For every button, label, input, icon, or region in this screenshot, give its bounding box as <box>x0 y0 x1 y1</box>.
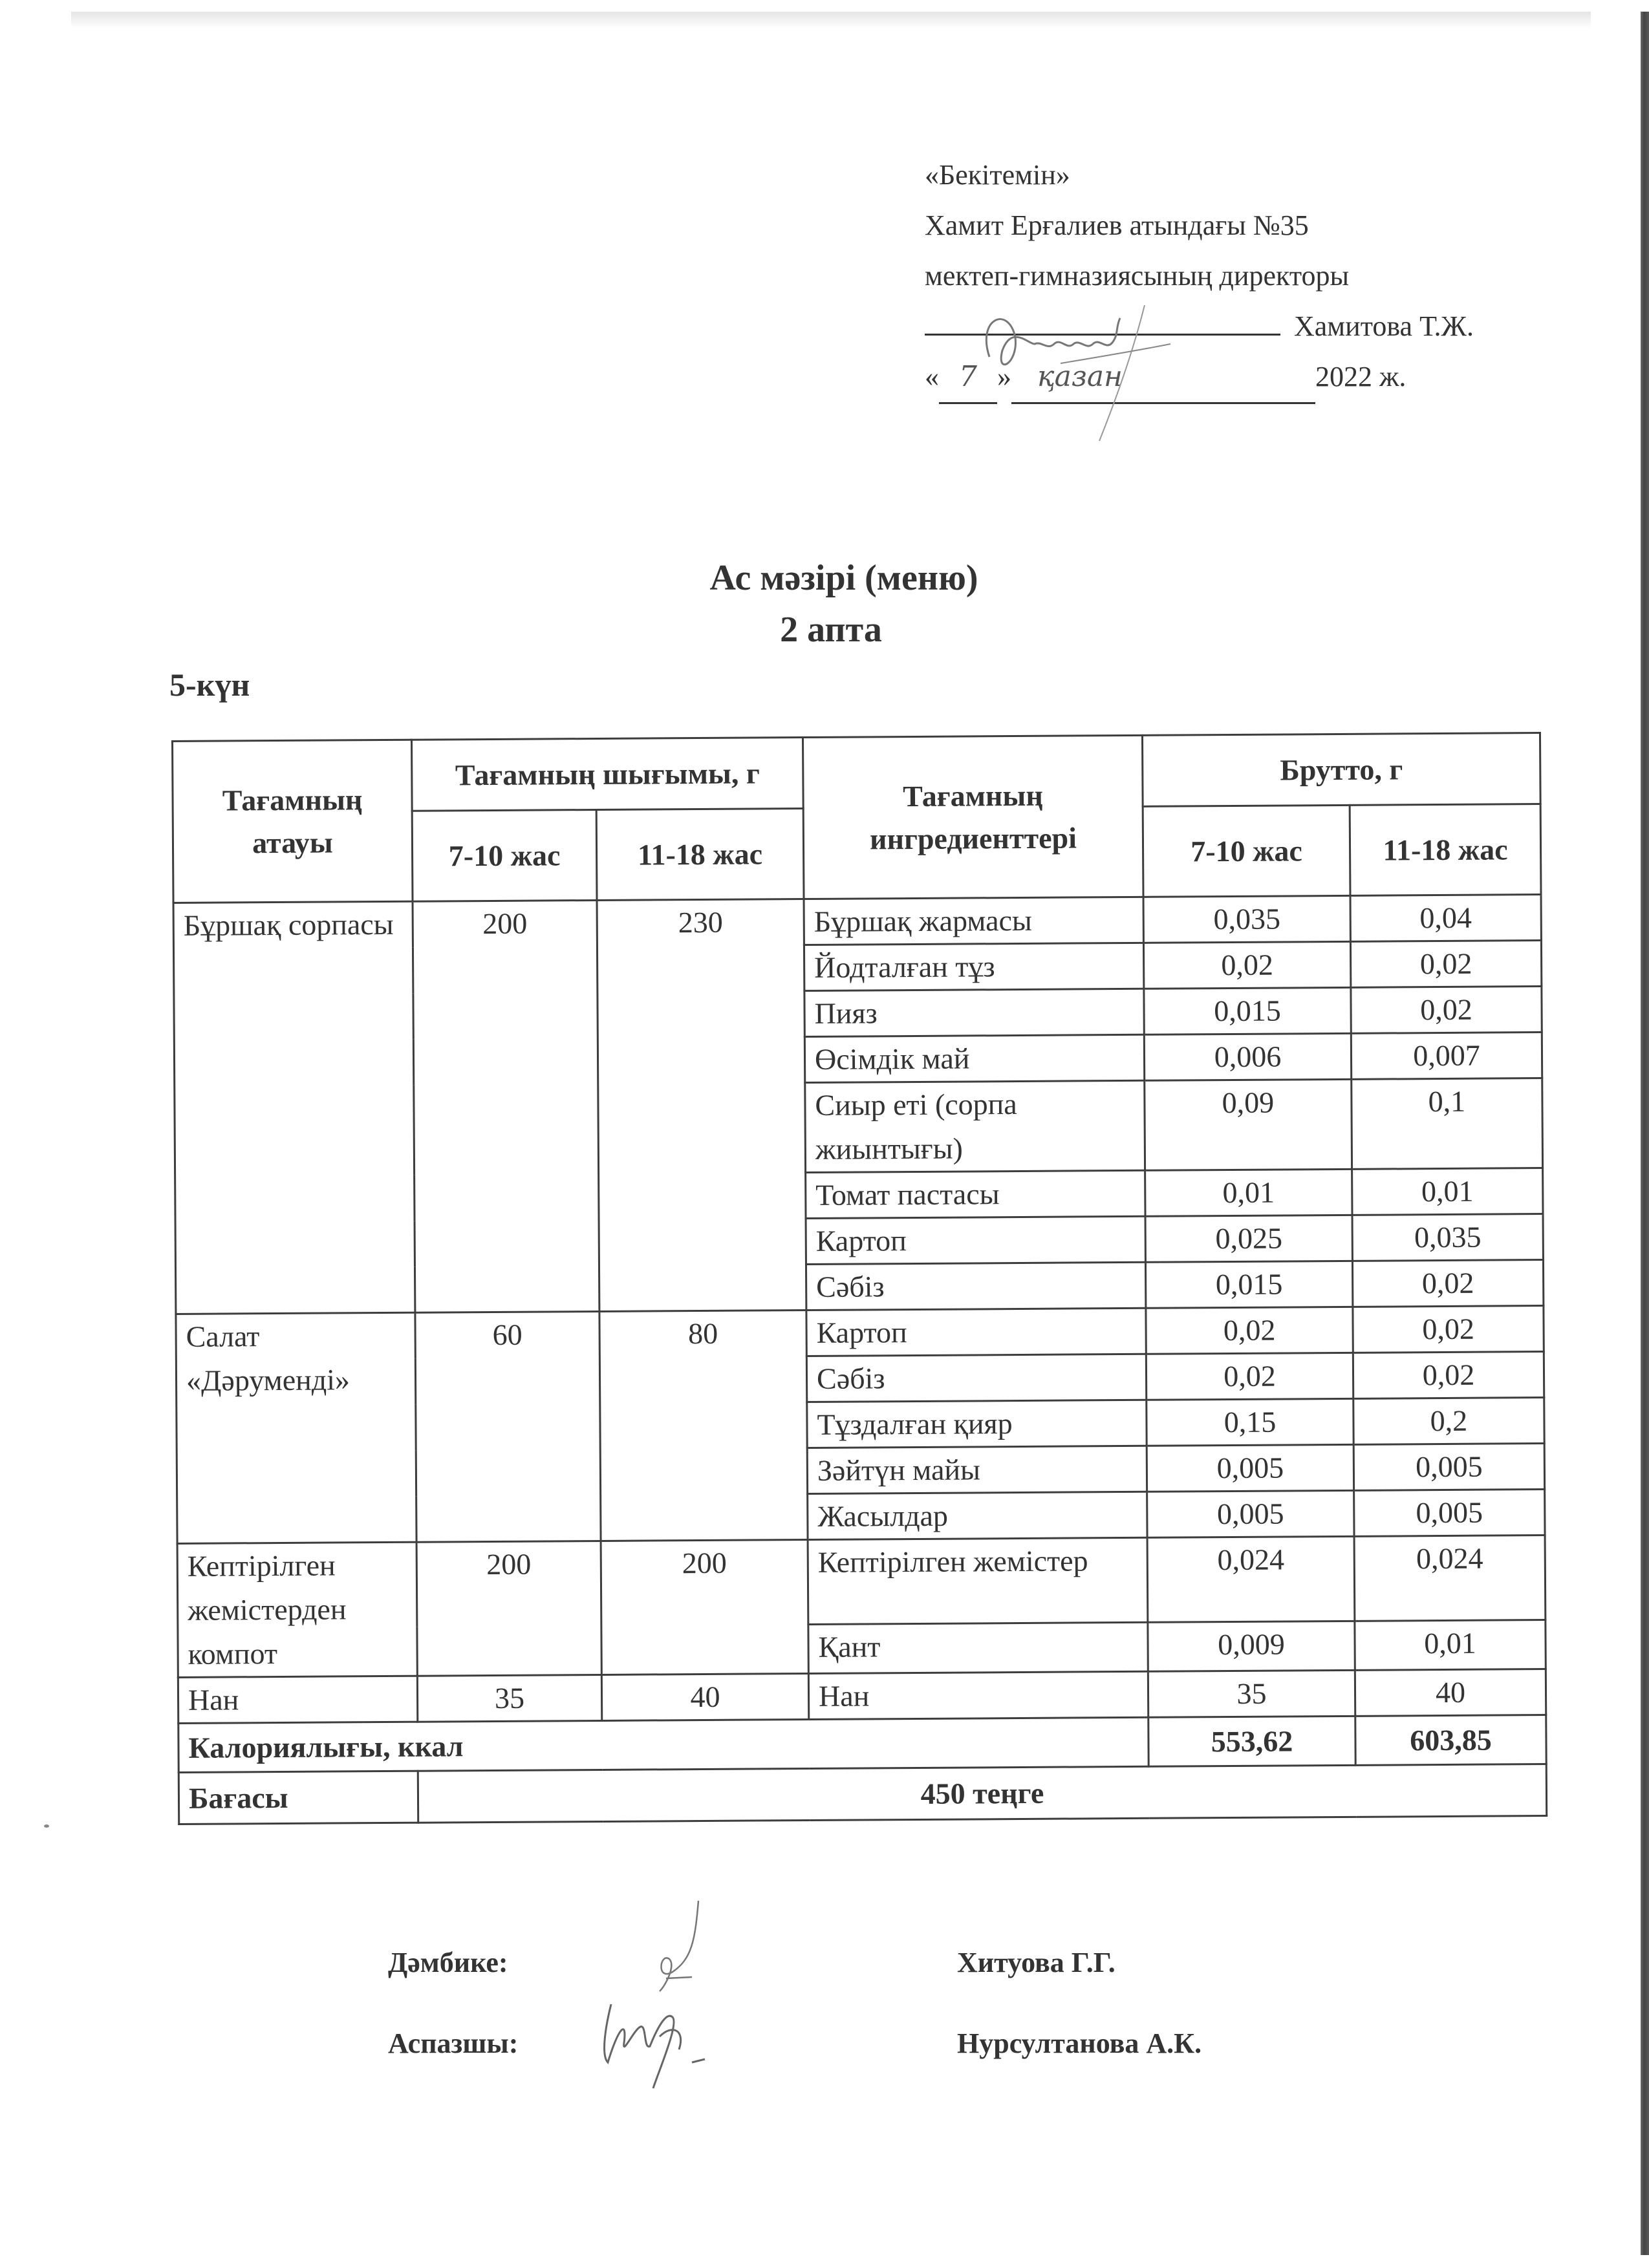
brutto-7-10: 0,02 <box>1143 941 1350 989</box>
dish-yield-11-18: 230 <box>597 899 806 1312</box>
ingredient-name: Зәйтүн майы <box>807 1446 1147 1493</box>
brutto-11-18: 0,007 <box>1351 1032 1542 1080</box>
brutto-11-18: 0,02 <box>1353 1352 1544 1399</box>
date-day: 7 <box>939 352 997 404</box>
ingredient-name: Тұздалған қияр <box>807 1400 1147 1448</box>
signature-underline <box>925 308 1280 336</box>
col-header-yield-7-10: 7-10 жас <box>412 809 597 901</box>
scan-right-edge <box>1641 12 1649 2255</box>
approval-heading: «Бекітемін» <box>925 159 1070 191</box>
calories-7-10: 553,62 <box>1148 1716 1355 1766</box>
col-header-brutto: Брутто, г <box>1142 733 1540 807</box>
ingredient-name: Нан <box>808 1671 1148 1719</box>
col-header-brutto-11-18: 11-18 жас <box>1350 804 1541 896</box>
brutto-11-18: 0,01 <box>1352 1168 1543 1215</box>
brutto-7-10: 0,024 <box>1147 1536 1355 1622</box>
brutto-11-18: 0,02 <box>1350 941 1541 988</box>
cook-role: Аспазшы: <box>388 2027 519 2059</box>
col-header-yield-11-18: 11-18 жас <box>596 809 804 901</box>
dish-yield-11-18: 80 <box>599 1311 808 1541</box>
date-quote-close: » <box>997 361 1011 392</box>
dish-name: Кептірілген жемістерден компот <box>177 1542 417 1677</box>
dish-yield-7-10: 200 <box>413 900 599 1312</box>
dish-name: Нан <box>178 1676 417 1723</box>
ingredient-name: Сәбіз <box>806 1354 1146 1402</box>
price-label: Бағасы <box>178 1771 418 1824</box>
ingredient-name: Қант <box>808 1622 1148 1673</box>
brutto-11-18: 0,005 <box>1354 1490 1545 1537</box>
dish-yield-7-10: 60 <box>415 1311 601 1542</box>
ingredient-name: Кептірілген жемістер <box>808 1537 1148 1624</box>
brutto-7-10: 0,005 <box>1147 1444 1353 1492</box>
dish-name: Бұршақ сорпасы <box>173 901 415 1314</box>
calories-row <box>178 1715 1546 1773</box>
col-header-yield: Тағамның шығымы, г <box>412 738 804 811</box>
approval-block <box>925 150 1474 404</box>
ingredient-name: Картоп <box>806 1308 1146 1356</box>
col-header-dish-name: Тағамның атауы <box>173 740 413 903</box>
brutto-7-10: 0,15 <box>1147 1398 1353 1446</box>
scan-speck <box>44 1824 49 1828</box>
approval-director-line: мектеп-гимназиясының директоры <box>925 260 1350 292</box>
date-year: 2022 ж. <box>1315 361 1406 392</box>
ingredient-name: Жасылдар <box>808 1492 1147 1539</box>
brutto-7-10: 35 <box>1148 1670 1355 1717</box>
day-label: 5-күн <box>169 667 250 703</box>
page-subtitle: 2 апта <box>780 610 882 650</box>
col-header-brutto-7-10: 7-10 жас <box>1143 805 1350 897</box>
brutto-7-10: 0,02 <box>1146 1353 1353 1400</box>
brutto-11-18: 0,024 <box>1354 1535 1546 1621</box>
brutto-11-18: 0,005 <box>1353 1444 1544 1491</box>
ingredient-name: Сиыр еті (сорпа жиынтығы) <box>805 1080 1145 1172</box>
dish-yield-7-10: 200 <box>416 1541 601 1676</box>
brutto-7-10: 0,006 <box>1144 1033 1351 1080</box>
brutto-7-10: 0,015 <box>1144 987 1351 1034</box>
date-quote-open: « <box>925 361 939 392</box>
table-row <box>178 1669 1546 1724</box>
director-name: Хамитова Т.Ж. <box>1294 310 1474 342</box>
cook-name: Нурсултанова А.К. <box>957 2027 1202 2059</box>
staff-signatures-icon <box>595 1901 789 2095</box>
brutto-11-18: 0,035 <box>1352 1214 1543 1261</box>
ingredient-name: Бұршақ жармасы <box>804 897 1143 945</box>
dish-yield-11-18: 200 <box>601 1540 808 1675</box>
brutto-7-10: 0,01 <box>1145 1169 1352 1216</box>
page-title: Ас мәзірі (меню) <box>709 558 978 598</box>
col-header-ingredients: Тағамның ингредиенттері <box>803 735 1143 899</box>
date-month: қазан <box>1011 352 1315 404</box>
brutto-7-10: 0,025 <box>1145 1215 1352 1262</box>
scan-top-shadow <box>71 12 1591 28</box>
brutto-11-18: 0,02 <box>1353 1306 1544 1353</box>
brutto-7-10: 0,035 <box>1143 895 1350 943</box>
dietitian-name: Хитуова Г.Г. <box>957 1947 1116 1978</box>
brutto-11-18: 0,01 <box>1355 1620 1546 1671</box>
brutto-7-10: 0,015 <box>1145 1261 1352 1308</box>
table-row <box>173 895 1541 949</box>
brutto-7-10: 0,005 <box>1147 1490 1354 1537</box>
ingredient-name: Өсімдік май <box>804 1034 1144 1082</box>
price-row <box>178 1764 1546 1824</box>
approval-signature-line <box>925 301 1474 352</box>
dish-yield-11-18: 40 <box>601 1674 808 1721</box>
brutto-11-18: 0,1 <box>1352 1078 1543 1170</box>
brutto-11-18: 0,2 <box>1353 1398 1544 1445</box>
brutto-11-18: 0,02 <box>1352 1260 1543 1307</box>
calories-11-18: 603,85 <box>1355 1715 1546 1766</box>
ingredient-name: Йодталған тұз <box>804 943 1143 990</box>
ingredient-name: Томат пастасы <box>806 1170 1145 1218</box>
table-row <box>177 1535 1546 1629</box>
brutto-11-18: 40 <box>1355 1669 1546 1717</box>
price-value: 450 теңге <box>418 1764 1546 1823</box>
menu-table <box>171 732 1547 1825</box>
calories-label: Калориялығы, ккал <box>178 1717 1148 1772</box>
dietitian-role: Дәмбике: <box>388 1947 508 1978</box>
approval-school-line: Хамит Ерғалиев атындағы №35 <box>925 209 1309 241</box>
approval-date-line <box>925 352 1474 404</box>
brutto-7-10: 0,02 <box>1146 1307 1353 1354</box>
ingredient-name: Пияз <box>804 989 1144 1036</box>
brutto-7-10: 0,009 <box>1148 1621 1355 1671</box>
brutto-11-18: 0,02 <box>1351 987 1542 1034</box>
brutto-11-18: 0,04 <box>1350 895 1541 942</box>
dish-yield-7-10: 35 <box>417 1674 601 1722</box>
table-row <box>176 1306 1544 1360</box>
brutto-7-10: 0,09 <box>1145 1079 1352 1170</box>
ingredient-name: Картоп <box>806 1216 1145 1264</box>
dish-name: Салат «Дәрумендi» <box>176 1312 416 1543</box>
ingredient-name: Сәбіз <box>806 1262 1145 1310</box>
